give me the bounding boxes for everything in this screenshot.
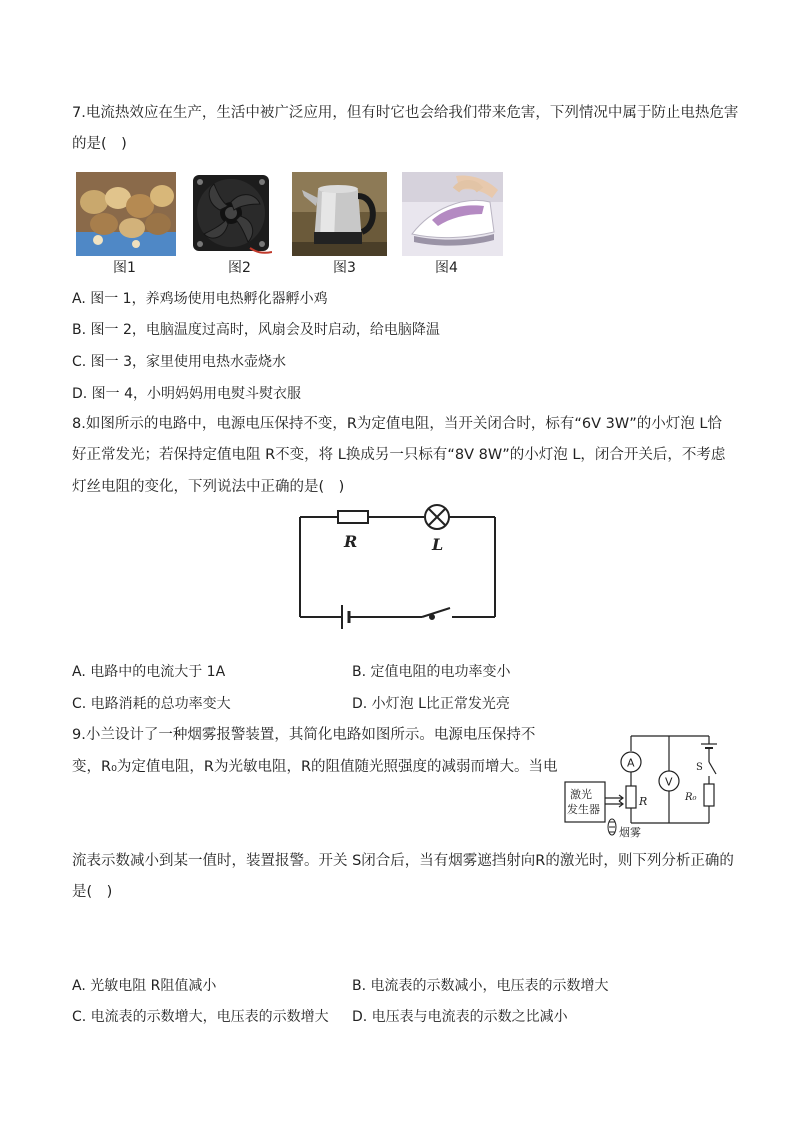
q9-option-b[interactable]: B. 电流表的示数减小，电压表的示数增大 (352, 978, 609, 994)
q9-r0-resistor (704, 784, 714, 806)
q9-label-r0: R₀ (685, 792, 697, 803)
q9-label-r: R (639, 795, 648, 808)
q7-option-b[interactable]: B. 图一 2，电脑温度过高时，风扇会及时启动，给电脑降温 (72, 322, 440, 338)
q7-photo-chicks (76, 172, 176, 256)
q9-option-a[interactable]: A. 光敏电阻 R阻值减小 (72, 978, 217, 994)
q9-option-d[interactable]: D. 电压表与电流表的示数之比减小 (352, 1009, 568, 1025)
q9-smoke-label: 烟雾 (619, 826, 641, 839)
q8-option-d[interactable]: D. 小灯泡 L比正常发光亮 (352, 696, 510, 712)
q9-label-ammeter: A (627, 756, 635, 770)
q9-label-switch: S (696, 762, 703, 773)
q8-option-c[interactable]: C. 电路消耗的总功率变大 (72, 696, 231, 712)
q7-caption-2: 图2 (228, 260, 251, 276)
q9-option-c[interactable]: C. 电流表的示数增大，电压表的示数增大 (72, 1009, 329, 1025)
q8-resistor (338, 511, 368, 523)
q7-option-a[interactable]: A. 图一 1，养鸡场使用电热孵化器孵小鸡 (72, 291, 328, 307)
q8-circuit-diagram (290, 500, 505, 635)
q9-laser-label-line1: 激光 (570, 788, 592, 801)
q8-option-b[interactable]: B. 定值电阻的电功率变小 (352, 664, 511, 680)
q9-photoresistor (626, 786, 636, 808)
q7-caption-4: 图4 (435, 260, 458, 276)
q9-stem-line4: 是( ) (72, 884, 113, 900)
q7-stem-line2: 的是( ) (72, 136, 127, 152)
q9-smoke-icon (608, 819, 616, 835)
q7-option-c[interactable]: C. 图一 3，家里使用电热水壶烧水 (72, 354, 287, 370)
q7-caption-1: 图1 (113, 260, 136, 276)
q7-photo-kettle (292, 172, 387, 256)
q9-stem-line3: 流表示数减小到某一值时，装置报警。开关 S闭合后，当有烟雾遮挡射向R的激光时，则下列分析正确的 (72, 853, 734, 869)
q7-photo-iron (402, 172, 503, 256)
q8-option-a[interactable]: A. 电路中的电流大于 1A (72, 664, 226, 680)
q7-caption-3: 图3 (333, 260, 356, 276)
q9-stem-line1: 9.小兰设计了一种烟雾报警装置，其简化电路如图所示。电源电压保持不 (72, 727, 536, 743)
q9-circuit-diagram (563, 728, 723, 846)
q7-option-d[interactable]: D. 图一 4，小明妈妈用电熨斗熨衣服 (72, 386, 302, 402)
q8-stem-line1: 8.如图所示的电路中，电源电压保持不变，R为定值电阻，当开关闭合时，标有“6V 3W”的小灯泡 L恰 (72, 416, 722, 432)
q8-switch (422, 608, 450, 617)
q9-laser-label-line2: 发生器 (567, 803, 600, 816)
q9-label-voltmeter: V (665, 775, 673, 789)
q7-photo-fan (190, 172, 272, 256)
q8-stem-line3: 灯丝电阻的变化，下列说法中正确的是( ) (72, 479, 345, 495)
q9-switch (709, 762, 716, 774)
q9-stem-line2: 变，R₀为定值电阻，R为光敏电阻，R的阻值随光照强度的减弱而增大。当电 (72, 759, 558, 775)
q8-label-l: L (432, 535, 444, 554)
q8-label-r: R (344, 532, 358, 551)
q7-stem-line1: 7.电流热效应在生产，生活中被广泛应用，但有时它也会给我们带来危害，下列情况中属于防止电热危害 (72, 105, 739, 121)
q8-stem-line2: 好正常发光；若保持定值电阻 R不变，将 L换成另一只标有“8V 8W”的小灯泡 L，闭合开关后，不考虑 (72, 447, 726, 463)
